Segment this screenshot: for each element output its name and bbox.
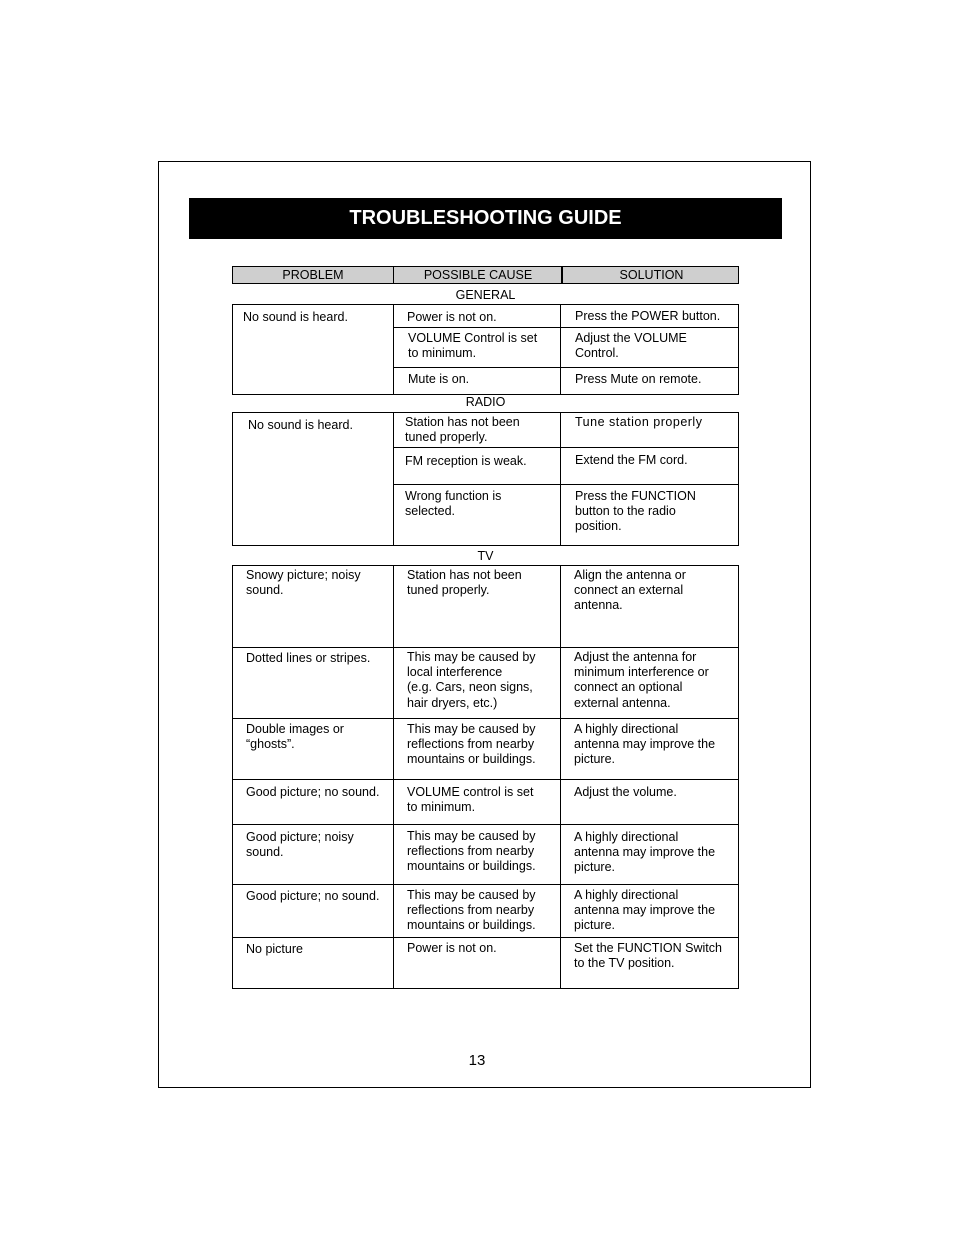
problem-cell: Dotted lines or stripes. [246, 651, 371, 665]
row-divider [233, 937, 738, 938]
solution-cell: A highly directional antenna may improve the picture. [574, 722, 716, 767]
section-label-radio: RADIO [465, 395, 506, 409]
header-problem: PROBLEM [282, 268, 344, 282]
problem-cell: Good picture; noisy sound. [246, 830, 354, 860]
page-number: 13 [468, 1052, 486, 1069]
cause-cell: VOLUME Control is set to minimum. [408, 331, 538, 361]
solution-cell: Adjust the volume. [574, 785, 677, 799]
solution-cell: Press the POWER button. [575, 309, 721, 323]
row-divider [393, 327, 738, 328]
row-divider [233, 718, 738, 719]
row-divider [393, 367, 738, 368]
solution-cell: A highly directional antenna may improve the picture. [574, 888, 716, 933]
solution-cell: Adjust the VOLUME Control. [575, 331, 687, 361]
solution-cell: Tune station properly [575, 415, 703, 429]
problem-cell: Double images or “ghosts”. [246, 722, 344, 752]
row-divider [233, 884, 738, 885]
solution-cell: Extend the FM cord. [575, 453, 688, 467]
solution-cell: Press the FUNCTION button to the radio position. [575, 489, 696, 534]
solution-cell: Set the FUNCTION Switch to the TV position. [574, 941, 722, 971]
section-label-general: GENERAL [455, 288, 516, 302]
problem-cell: No sound is heard. [248, 418, 353, 432]
row-divider [233, 824, 738, 825]
cause-cell: FM reception is weak. [405, 454, 527, 468]
cause-cell: Mute is on. [408, 372, 470, 386]
col-divider [560, 566, 561, 988]
tv-table [232, 565, 739, 989]
problem-cell: No sound is heard. [243, 310, 348, 324]
header-cause: POSSIBLE CAUSE [393, 267, 562, 283]
radio-table [232, 412, 739, 546]
solution-cell: Press Mute on remote. [575, 372, 702, 386]
problem-cell: Good picture; no sound. [246, 785, 380, 799]
cause-cell: Wrong function is selected. [405, 489, 502, 519]
cause-cell: This may be caused by local interference (e.g. Cars, neon signs, hair dryers, etc.) [407, 650, 536, 710]
cause-cell: This may be caused by reflections from nearby mountains or buildings. [407, 722, 536, 767]
cause-cell: Station has not been tuned properly. [405, 415, 520, 445]
row-divider [393, 447, 738, 448]
cause-cell: This may be caused by reflections from nearby mountains or buildings. [407, 888, 536, 933]
problem-cell: Snowy picture; noisy sound. [246, 568, 361, 598]
problem-cell: No picture [246, 942, 303, 956]
cause-cell: Power is not on. [407, 941, 497, 955]
col-divider [393, 305, 394, 394]
problem-cell: Good picture; no sound. [246, 889, 380, 903]
cause-cell: VOLUME control is set to minimum. [407, 785, 534, 815]
solution-cell: Align the antenna or connect an external antenna. [574, 568, 686, 613]
header-solution: SOLUTION [561, 267, 740, 283]
cause-cell: This may be caused by reflections from nearby mountains or buildings. [407, 829, 536, 874]
row-divider [233, 647, 738, 648]
table-header [232, 266, 739, 284]
col-divider [560, 305, 561, 394]
col-divider [393, 413, 394, 545]
cause-cell: Power is not on. [407, 310, 497, 324]
general-table [232, 304, 739, 395]
solution-cell: A highly directional antenna may improve the picture. [574, 830, 716, 875]
col-divider [560, 413, 561, 545]
cause-cell: Station has not been tuned properly. [407, 568, 522, 598]
row-divider [393, 484, 738, 485]
section-label-tv: TV [477, 549, 494, 563]
row-divider [233, 779, 738, 780]
page-title: TROUBLESHOOTING GUIDE [189, 198, 782, 239]
solution-cell: Adjust the antenna for minimum interference or connect an optional external antenna. [574, 650, 709, 710]
col-divider [393, 566, 394, 988]
